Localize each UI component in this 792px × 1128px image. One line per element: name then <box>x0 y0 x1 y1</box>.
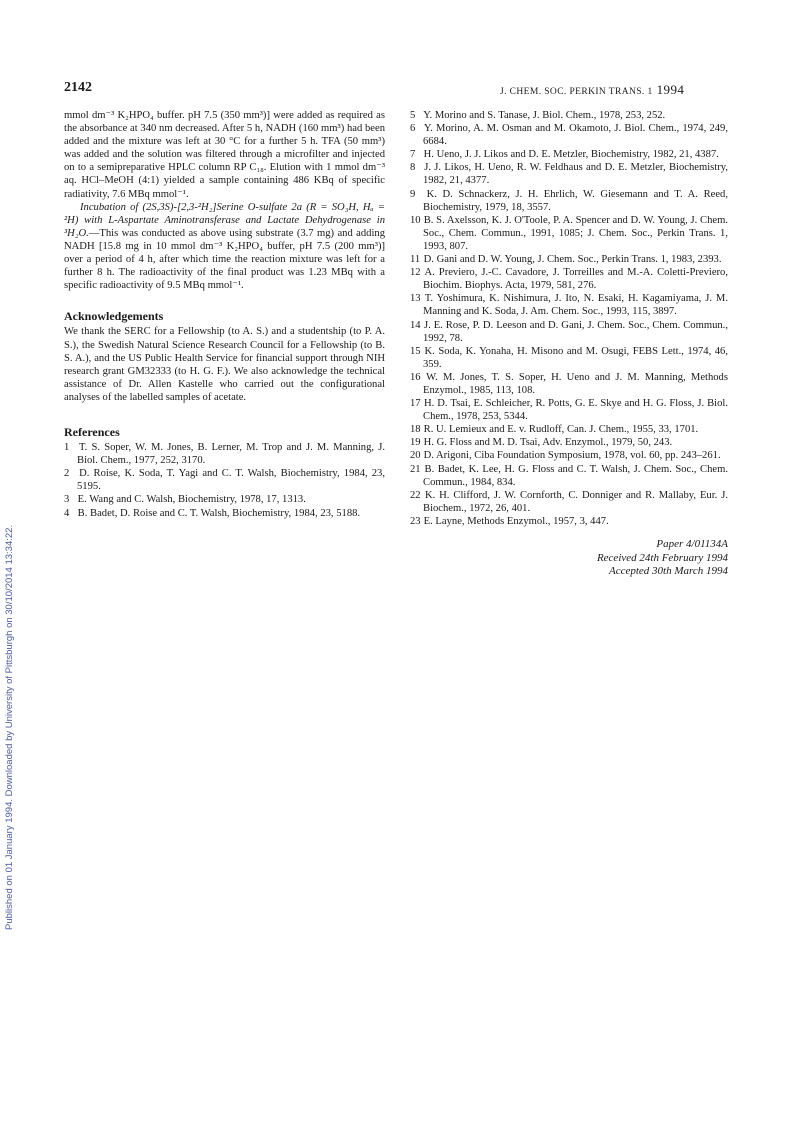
reference-text: H. Ueno, J. J. Likos and D. E. Metzler, Biochemistry, 1982, 21, 4387. <box>423 149 719 161</box>
reference-item <box>410 122 728 148</box>
method-paragraph: mmol dm⁻³ K₂HPO₄ buffer. pH 7.5 (350 mm³)] were added as required as the absorbance at 340 nm decreased. After 5 h, NADH (160 mm³) had been added and the mixture was left at 30 °C for a further 5 h. TFA (50 mm³) was added and the solution was filtered through a microfilter and injected on to a semipreparative HPLC column RP C₁₈. Elution with 1 mmol dm⁻³ aq. HCl–MeOH (4:1) yielded a sample containing 486 KBq of specific radiativity, 7.6 MBq mmol⁻¹. <box>64 110 385 200</box>
reference-item <box>410 449 728 462</box>
reference-text: K. H. Clifford, J. W. Cornforth, C. Donniger and R. Mallaby, Eur. J. Biochem., 1972, 26, 401. <box>423 489 729 514</box>
reference-text: E. Layne, Methods Enzymol., 1957, 3, 447. <box>423 515 609 527</box>
reference-item <box>410 188 728 214</box>
reference-text: D. Arigoni, Ciba Foundation Symposium, 1978, vol. 60, pp. 243–261. <box>423 450 721 462</box>
reference-item <box>410 371 728 397</box>
download-watermark-text: Published on 01 January 1994. Downloaded by University of Pittsburgh on 30/10/2014 13:34:22. <box>4 524 15 930</box>
reference-text: B. Badet, D. Roise and C. T. Walsh, Biochemistry, 1984, 23, 5188. <box>77 507 361 519</box>
reference-number: 23 <box>410 515 421 527</box>
reference-text: B. Badet, K. Lee, H. G. Floss and C. T. Walsh, J. Chem. Soc., Chem. Commun., 1984, 834. <box>423 463 728 488</box>
reference-number: 17 <box>410 398 421 410</box>
incubation-paragraph <box>64 201 385 293</box>
reference-number: 9 <box>410 188 416 200</box>
page-number: 2142 <box>64 80 92 95</box>
reference-number: 21 <box>410 463 421 475</box>
reference-text: Y. Morino, A. M. Osman and M. Okamoto, J. Biol. Chem., 1974, 249, 6684. <box>423 123 728 148</box>
reference-text: R. U. Lemieux and E. v. Rudloff, Can. J. Chem., 1955, 33, 1701. <box>423 424 699 436</box>
reference-text: T. Yoshimura, K. Nishimura, J. Ito, N. Esaki, H. Kagamiyama, J. M. Manning and K. Soda, J. Am. Chem. Soc., 1993, 115, 3897. <box>423 293 728 318</box>
reference-item <box>410 515 728 528</box>
reference-number: 3 <box>64 494 70 506</box>
reference-text: A. Previero, J.-C. Cavadore, J. Torreilles and M.-A. Coletti-Previero, Biochim. Biophys. Acta, 1979, 581, 276. <box>423 267 728 292</box>
reference-item <box>410 436 728 449</box>
reference-item <box>410 214 728 253</box>
accepted-date: Accepted 30th March 1994 <box>608 565 728 577</box>
reference-number: 11 <box>410 254 421 266</box>
reference-number: 14 <box>410 319 421 331</box>
reference-item <box>64 493 385 506</box>
reference-text: K. D. Schnackerz, J. H. Ehrlich, W. Giesemann and T. A. Reed, Biochemistry, 1979, 18, 3557. <box>423 188 728 213</box>
reference-text: J. J. Likos, H. Ueno, R. W. Feldhaus and D. E. Metzler, Biochemistry, 1982, 21, 4377. <box>423 162 728 187</box>
reference-item <box>410 345 728 371</box>
reference-text: E. Wang and C. Walsh, Biochemistry, 1978, 17, 1313. <box>77 494 306 506</box>
reference-number: 2 <box>64 468 70 480</box>
reference-number: 7 <box>410 149 416 161</box>
paper-info <box>520 538 728 579</box>
reference-number: 12 <box>410 267 421 279</box>
references-list-right <box>410 109 728 528</box>
reference-number: 10 <box>410 214 421 226</box>
acknowledgements-text: We thank the SERC for a Fellowship (to A. S.) and a studentship (to P. A. S.), the Swedish Natural Science Research Council for a Fellowship (to B. S. A.), and the US Public Health Service for financial support through NIH research grant GM32333 (to H. G. F.). We also acknowledge the technical assistance of Dr. Allen Kastelle who carried out the configurational analyses of the labelled samples of acetate. <box>64 326 385 403</box>
reference-item <box>410 423 728 436</box>
reference-item <box>410 292 728 318</box>
reference-text: D. Gani and D. W. Young, J. Chem. Soc., Perkin Trans. 1, 1983, 2393. <box>423 254 722 266</box>
reference-item <box>410 109 728 122</box>
reference-item <box>64 507 385 520</box>
left-column <box>64 109 385 520</box>
reference-number: 20 <box>410 450 421 462</box>
right-column <box>410 109 728 528</box>
reference-text: D. Roise, K. Soda, T. Yagi and C. T. Walsh, Biochemistry, 1984, 23, 5195. <box>77 468 385 493</box>
reference-number: 8 <box>410 162 416 174</box>
reference-number: 18 <box>410 424 421 436</box>
reference-item <box>410 319 728 345</box>
reference-number: 22 <box>410 489 421 501</box>
references-heading: References <box>64 424 120 439</box>
reference-text: T. S. Soper, W. M. Jones, B. Lerner, M. Trop and J. M. Manning, J. Biol. Chem., 1977, 252, 3170. <box>77 442 385 467</box>
reference-text: H. G. Floss and M. D. Tsai, Adv. Enzymol., 1979, 50, 243. <box>423 437 673 449</box>
incubation-title: Incubation of (2S,3S)-[2,3-²H₂]Serine O-sulfate 2a (R = SO₃H, Hₐ = ²H) with L-Aspartate Aminotransferase and Lactate Dehydrogenase in ³H₂O. <box>64 201 385 239</box>
running-header <box>500 82 684 98</box>
acknowledgements-heading: Acknowledgements <box>64 309 164 324</box>
reference-number: 5 <box>410 110 416 121</box>
download-watermark <box>4 170 18 930</box>
reference-text: J. E. Rose, P. D. Leeson and D. Gani, J. Chem. Soc., Chem. Commun., 1992, 78. <box>423 319 728 344</box>
journal-year: 1994 <box>656 82 685 97</box>
incubation-body: —This was conducted as above using substrate (3.7 mg) and adding NADH [15.8 mg in 10 mmol dm⁻³ K₂HPO₄ buffer, pH 7.5 (200 mm³)] over a period of 4 h, after which time the reaction mixture was left for a further 8 h. The radioactivity of the final product was 1.23 MBq with a specific radioactivity of 9.5 MBq mmol⁻¹. <box>64 227 385 292</box>
reference-item <box>64 467 385 493</box>
reference-item <box>410 489 728 515</box>
references-list-left <box>64 441 385 520</box>
reference-item <box>410 266 728 292</box>
reference-text: Y. Morino and S. Tanase, J. Biol. Chem., 1978, 253, 252. <box>423 110 666 121</box>
reference-item <box>64 441 385 467</box>
reference-number: 13 <box>410 293 421 305</box>
reference-text: B. S. Axelsson, K. J. O'Toole, P. A. Spencer and D. W. Young, J. Chem. Soc., Chem. Commun., 1991, 1085; J. Chem. Soc., Perkin Trans. 1, 1993, 807. <box>423 214 728 252</box>
reference-number: 6 <box>410 123 416 135</box>
reference-item <box>410 253 728 266</box>
reference-item <box>410 463 728 489</box>
reference-number: 1 <box>64 442 70 454</box>
paper-number: Paper 4/01134A <box>656 538 728 550</box>
reference-item <box>410 148 728 161</box>
reference-item <box>410 397 728 423</box>
reference-number: 15 <box>410 345 421 357</box>
reference-item <box>410 161 728 187</box>
reference-number: 4 <box>64 507 70 519</box>
reference-text: W. M. Jones, T. S. Soper, H. Ueno and J. M. Manning, Methods Enzymol., 1985, 113, 108. <box>423 371 728 396</box>
reference-number: 16 <box>410 371 421 383</box>
reference-text: H. D. Tsai, E. Schleicher, R. Potts, G. E. Skye and H. G. Floss, J. Biol. Chem., 1978, 253, 5344. <box>423 398 728 423</box>
journal-name: J. CHEM. SOC. PERKIN TRANS. 1 <box>500 87 653 97</box>
reference-text: K. Soda, K. Yonaha, H. Misono and M. Osugi, FEBS Lett., 1974, 46, 359. <box>423 345 728 370</box>
reference-number: 19 <box>410 437 421 449</box>
received-date: Received 24th February 1994 <box>596 551 728 564</box>
